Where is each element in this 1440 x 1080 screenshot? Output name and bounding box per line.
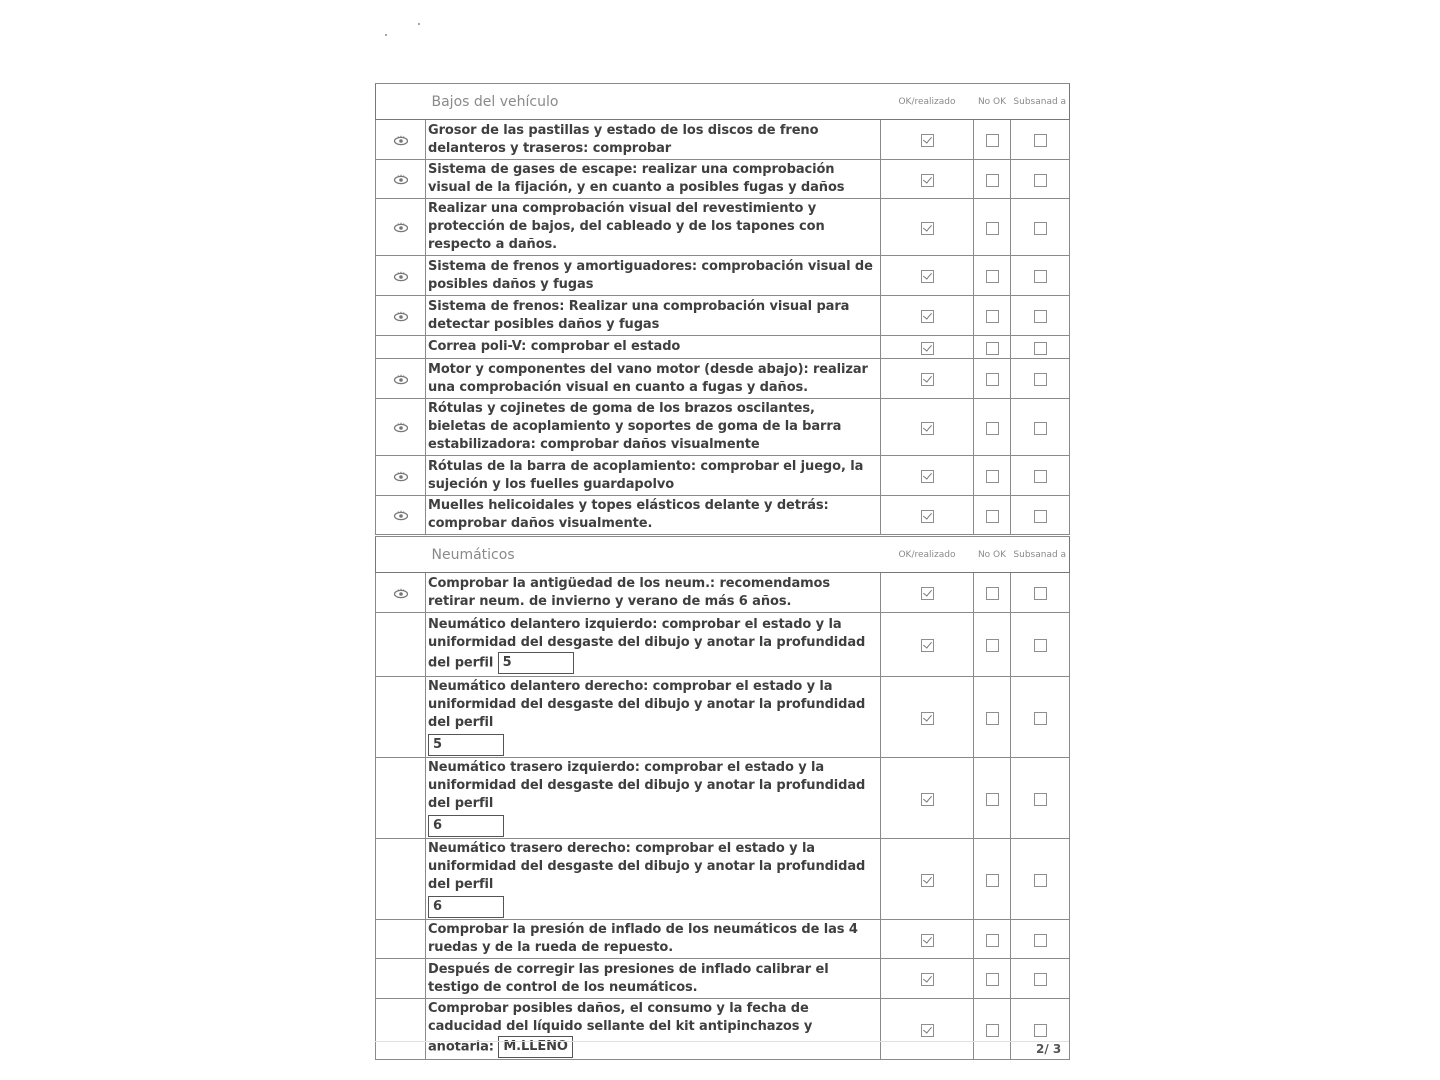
item-description: [426, 359, 881, 399]
checkbox-no-ok-cell: [974, 999, 1011, 1060]
item-text: Después de corregir las presiones de inflado calibrar el testigo de control de los neumáticos.: [428, 961, 829, 995]
row-icon-cell: [376, 920, 426, 959]
checkbox-no-ok[interactable]: [986, 934, 999, 947]
checkbox-ok[interactable]: [921, 174, 934, 187]
page-number: 2/ 3: [1036, 1042, 1062, 1056]
checkbox-ok-cell: [881, 120, 974, 160]
checkbox-subsanado[interactable]: [1034, 422, 1047, 435]
col-header-subsanado: Subsanad a: [1011, 537, 1070, 573]
checkbox-no-ok-cell: [974, 336, 1011, 359]
eye-icon: [393, 466, 409, 485]
item-text: Neumático delantero izquierdo: comprobar el estado y la uniformidad del desgaste del dibujo y anotar la profundidad del: [428, 616, 866, 670]
checklist-row: [376, 959, 1070, 999]
section-header: [376, 537, 1070, 573]
checkbox-no-ok-cell: [974, 456, 1011, 496]
eye-icon: [393, 306, 409, 325]
checklist-row: [376, 920, 1070, 959]
checkbox-no-ok[interactable]: [986, 470, 999, 483]
item-text: Sistema de frenos y amortiguadores: comprobación visual de posibles daños y fugas: [428, 258, 873, 292]
checklist-row: [376, 677, 1070, 758]
checklist-row: [376, 359, 1070, 399]
checklist-row: [376, 336, 1070, 359]
row-icon-cell: [376, 296, 426, 336]
checklist-neumaticos: [375, 536, 1070, 1060]
checkbox-subsanado-cell: [1011, 336, 1070, 359]
checkbox-subsanado[interactable]: [1034, 874, 1047, 887]
eye-icon: [393, 218, 409, 237]
checkbox-ok[interactable]: [921, 373, 934, 386]
row-icon-cell: [376, 160, 426, 199]
item-description: [426, 456, 881, 496]
checkbox-no-ok[interactable]: [986, 373, 999, 386]
checkbox-ok[interactable]: [921, 712, 934, 725]
measurement-field[interactable]: M.LLENO: [498, 1036, 573, 1058]
checkbox-ok-cell: [881, 573, 974, 613]
item-text: Motor y componentes del vano motor (desde abajo): realizar una comprobación visual en cuanto a fugas y daños.: [428, 361, 868, 395]
row-icon-cell: [376, 359, 426, 399]
checkbox-subsanado-cell: [1011, 496, 1070, 535]
row-icon-cell: [376, 573, 426, 613]
col-header-no-ok: No OK: [974, 84, 1011, 120]
checkbox-no-ok[interactable]: [986, 793, 999, 806]
checkbox-no-ok[interactable]: [986, 639, 999, 652]
checkbox-subsanado-cell: [1011, 160, 1070, 199]
checkbox-ok-cell: [881, 336, 974, 359]
footer-divider: [375, 1041, 1069, 1042]
item-text: Realizar una comprobación visual del revestimiento y protección de bajos, del cableado y de los tapones con respecto a daños.: [428, 201, 825, 252]
checkbox-ok-cell: [881, 677, 974, 758]
item-text: Sistema de gases de escape: realizar una comprobación visual de la fijación, y en cuanto a posibles fugas y daños: [428, 162, 845, 195]
measurement-field[interactable]: 5: [428, 734, 504, 756]
checkbox-ok[interactable]: [921, 1024, 934, 1037]
checklist-row: [376, 199, 1070, 256]
checkbox-ok-cell: [881, 160, 974, 199]
checklist-row: [376, 839, 1070, 920]
item-description: [426, 959, 881, 999]
eye-icon: [393, 170, 409, 189]
checkbox-no-ok-cell: [974, 160, 1011, 199]
checkbox-subsanado-cell: [1011, 199, 1070, 256]
row-icon-cell: [376, 613, 426, 677]
checkbox-subsanado[interactable]: [1034, 1024, 1047, 1037]
item-text: Comprobar posibles daños, el consumo y la fecha de caducidad del: [428, 1001, 809, 1034]
checkbox-ok-cell: [881, 613, 974, 677]
checkbox-ok[interactable]: [921, 422, 934, 435]
checkbox-no-ok[interactable]: [986, 270, 999, 283]
checkbox-subsanado[interactable]: [1034, 270, 1047, 283]
checklist-row: [376, 999, 1070, 1060]
checkbox-no-ok-cell: [974, 573, 1011, 613]
measurement-field[interactable]: 6: [428, 896, 504, 918]
checkbox-ok[interactable]: [921, 270, 934, 283]
checkbox-ok-cell: [881, 296, 974, 336]
scan-speck: [418, 23, 420, 25]
checkbox-ok[interactable]: [921, 342, 934, 355]
measurement-field[interactable]: 5: [498, 652, 574, 674]
eye-icon: [393, 418, 409, 437]
item-text: Grosor de las pastillas y estado de los discos de freno delanteros y traseros: comprobar: [428, 122, 819, 156]
checkbox-no-ok[interactable]: [986, 973, 999, 986]
checkbox-no-ok-cell: [974, 256, 1011, 296]
checkbox-no-ok-cell: [974, 199, 1011, 256]
checklist-row: [376, 496, 1070, 535]
item-description: [426, 573, 881, 613]
item-text: Comprobar la presión de inflado de los neumáticos de las 4 ruedas y de la rueda de repuesto.: [428, 922, 858, 955]
row-icon-cell: [376, 456, 426, 496]
eye-icon: [393, 506, 409, 525]
eye-icon: [393, 130, 409, 149]
checkbox-subsanado[interactable]: [1034, 470, 1047, 483]
item-description: [426, 160, 881, 199]
section-header: [376, 84, 1070, 120]
checkbox-ok-cell: [881, 256, 974, 296]
item-text: Muelles helicoidales y topes elásticos delante y detrás: comprobar daños visualmente.: [428, 498, 829, 531]
row-icon-cell: [376, 496, 426, 535]
row-icon-cell: [376, 999, 426, 1060]
item-text: Neumático trasero izquierdo: comprobar el estado y la uniformidad del desgaste del dibujo y anotar la profundidad del perfil: [428, 760, 866, 811]
checkbox-subsanado-cell: [1011, 296, 1070, 336]
col-header-ok: OK/realizado: [881, 537, 974, 573]
col-header-subsanado: Subsanad a: [1011, 84, 1070, 120]
checkbox-subsanado-cell: [1011, 959, 1070, 999]
checklist-bajos-del-vehiculo: [375, 83, 1070, 535]
checkbox-ok-cell: [881, 758, 974, 839]
checkbox-no-ok[interactable]: [986, 342, 999, 355]
checkbox-no-ok-cell: [974, 920, 1011, 959]
checklist-row: [376, 399, 1070, 456]
row-icon-cell: [376, 839, 426, 920]
checkbox-ok-cell: [881, 359, 974, 399]
checkbox-ok-cell: [881, 920, 974, 959]
checkbox-ok[interactable]: [921, 874, 934, 887]
item-description: [426, 256, 881, 296]
item-text: Rótulas de la barra de acoplamiento: comprobar el juego, la sujeción y los fuelles guardapolvo: [428, 458, 864, 492]
checkbox-ok[interactable]: [921, 934, 934, 947]
checkbox-subsanado[interactable]: [1034, 587, 1047, 600]
checkbox-no-ok-cell: [974, 296, 1011, 336]
checklist-row: [376, 573, 1070, 613]
row-icon-cell: [376, 399, 426, 456]
row-icon-cell: [376, 959, 426, 999]
item-description: [426, 613, 881, 677]
item-description: [426, 839, 881, 920]
checkbox-subsanado-cell: [1011, 920, 1070, 959]
row-icon-cell: [376, 677, 426, 758]
checkbox-subsanado[interactable]: [1034, 510, 1047, 523]
checkbox-ok-cell: [881, 959, 974, 999]
checkbox-subsanado-cell: [1011, 758, 1070, 839]
checkbox-ok[interactable]: [921, 470, 934, 483]
item-text: Correa poli-V: comprobar el estado: [428, 339, 681, 354]
checklist-row: [376, 758, 1070, 839]
checkbox-subsanado-cell: [1011, 677, 1070, 758]
checkbox-ok-cell: [881, 199, 974, 256]
checklist-row: [376, 160, 1070, 199]
checkbox-subsanado-cell: [1011, 256, 1070, 296]
checkbox-no-ok-cell: [974, 959, 1011, 999]
item-description: [426, 296, 881, 336]
checkbox-ok[interactable]: [921, 134, 934, 147]
checkbox-ok[interactable]: [921, 310, 934, 323]
checkbox-subsanado[interactable]: [1034, 639, 1047, 652]
checkbox-ok[interactable]: [921, 973, 934, 986]
checkbox-subsanado-cell: [1011, 399, 1070, 456]
section-title: Bajos del vehículo: [426, 84, 881, 120]
item-description: [426, 399, 881, 456]
checklist-row: [376, 296, 1070, 336]
item-inline-label: líquido sellante del kit antipinchazos y anotarla:: [428, 1019, 813, 1055]
checkbox-ok-cell: [881, 839, 974, 920]
checkbox-no-ok[interactable]: [986, 134, 999, 147]
checkbox-subsanado-cell: [1011, 120, 1070, 160]
item-text: Sistema de frenos: Realizar una comprobación visual para detectar posibles daños y fugas: [428, 298, 850, 332]
checkbox-subsanado[interactable]: [1034, 342, 1047, 355]
item-description: [426, 999, 881, 1060]
checkbox-no-ok[interactable]: [986, 310, 999, 323]
checkbox-no-ok-cell: [974, 496, 1011, 535]
scan-speck: [385, 34, 387, 36]
checkbox-no-ok[interactable]: [986, 222, 999, 235]
checkbox-no-ok[interactable]: [986, 874, 999, 887]
checkbox-subsanado[interactable]: [1034, 174, 1047, 187]
checkbox-subsanado[interactable]: [1034, 973, 1047, 986]
row-icon-cell: [376, 758, 426, 839]
checklist-row: [376, 613, 1070, 677]
checkbox-no-ok[interactable]: [986, 587, 999, 600]
col-header-ok: OK/realizado: [881, 84, 974, 120]
checkbox-ok-cell: [881, 399, 974, 456]
section-title: Neumáticos: [426, 537, 881, 573]
checkbox-subsanado[interactable]: [1034, 793, 1047, 806]
checkbox-ok-cell: [881, 456, 974, 496]
checkbox-no-ok[interactable]: [986, 174, 999, 187]
item-description: [426, 677, 881, 758]
item-text: Rótulas y cojinetes de goma de los brazos oscilantes, bieletas de acoplamiento y soportes de goma de la barra estabilizadora: comprobar daños visualmente: [428, 401, 842, 452]
checkbox-no-ok-cell: [974, 399, 1011, 456]
item-description: [426, 920, 881, 959]
item-text: Neumático delantero derecho: comprobar el estado y la uniformidad del desgaste del dibujo y anotar la profundidad del perfil: [428, 679, 866, 730]
checkbox-ok-cell: [881, 999, 974, 1060]
checkbox-no-ok-cell: [974, 677, 1011, 758]
checkbox-ok[interactable]: [921, 510, 934, 523]
eye-icon: [393, 583, 409, 602]
col-header-no-ok: No OK: [974, 537, 1011, 573]
row-icon-cell: [376, 120, 426, 160]
item-description: [426, 120, 881, 160]
row-icon-cell: [376, 336, 426, 359]
checkbox-subsanado-cell: [1011, 613, 1070, 677]
checkbox-subsanado[interactable]: [1034, 934, 1047, 947]
checkbox-ok-cell: [881, 496, 974, 535]
row-icon-cell: [376, 199, 426, 256]
checkbox-no-ok-cell: [974, 758, 1011, 839]
checkbox-ok[interactable]: [921, 222, 934, 235]
checkbox-subsanado[interactable]: [1034, 222, 1047, 235]
checklist-row: [376, 456, 1070, 496]
checkbox-no-ok-cell: [974, 613, 1011, 677]
item-text: Neumático trasero derecho: comprobar el estado y la uniformidad del desgaste del dibujo y anotar la profundidad del perfil: [428, 841, 866, 892]
item-text: Comprobar la antigüedad de los neum.: recomendamos retirar neum. de invierno y verano de más 6 años.: [428, 575, 831, 609]
row-icon-cell: [376, 256, 426, 296]
checkbox-subsanado[interactable]: [1034, 310, 1047, 323]
checkbox-ok[interactable]: [921, 587, 934, 600]
item-description: [426, 496, 881, 535]
measurement-field[interactable]: 6: [428, 815, 504, 837]
checkbox-no-ok[interactable]: [986, 1024, 999, 1037]
checkbox-subsanado-cell: [1011, 839, 1070, 920]
checkbox-no-ok-cell: [974, 359, 1011, 399]
item-description: [426, 199, 881, 256]
checkbox-ok[interactable]: [921, 639, 934, 652]
checkbox-subsanado-cell: [1011, 359, 1070, 399]
item-description: [426, 336, 881, 359]
checkbox-ok[interactable]: [921, 793, 934, 806]
checkbox-subsanado-cell: [1011, 573, 1070, 613]
checkbox-subsanado[interactable]: [1034, 712, 1047, 725]
eye-icon: [393, 369, 409, 388]
checkbox-no-ok[interactable]: [986, 510, 999, 523]
checkbox-no-ok-cell: [974, 120, 1011, 160]
checkbox-no-ok-cell: [974, 839, 1011, 920]
item-inline-label: perfil: [454, 655, 494, 670]
checklist-row: [376, 256, 1070, 296]
checkbox-subsanado[interactable]: [1034, 373, 1047, 386]
checklist-row: [376, 120, 1070, 160]
checkbox-subsanado[interactable]: [1034, 134, 1047, 147]
eye-icon: [393, 266, 409, 285]
checkbox-no-ok[interactable]: [986, 712, 999, 725]
checkbox-subsanado-cell: [1011, 456, 1070, 496]
checkbox-no-ok[interactable]: [986, 422, 999, 435]
item-description: [426, 758, 881, 839]
